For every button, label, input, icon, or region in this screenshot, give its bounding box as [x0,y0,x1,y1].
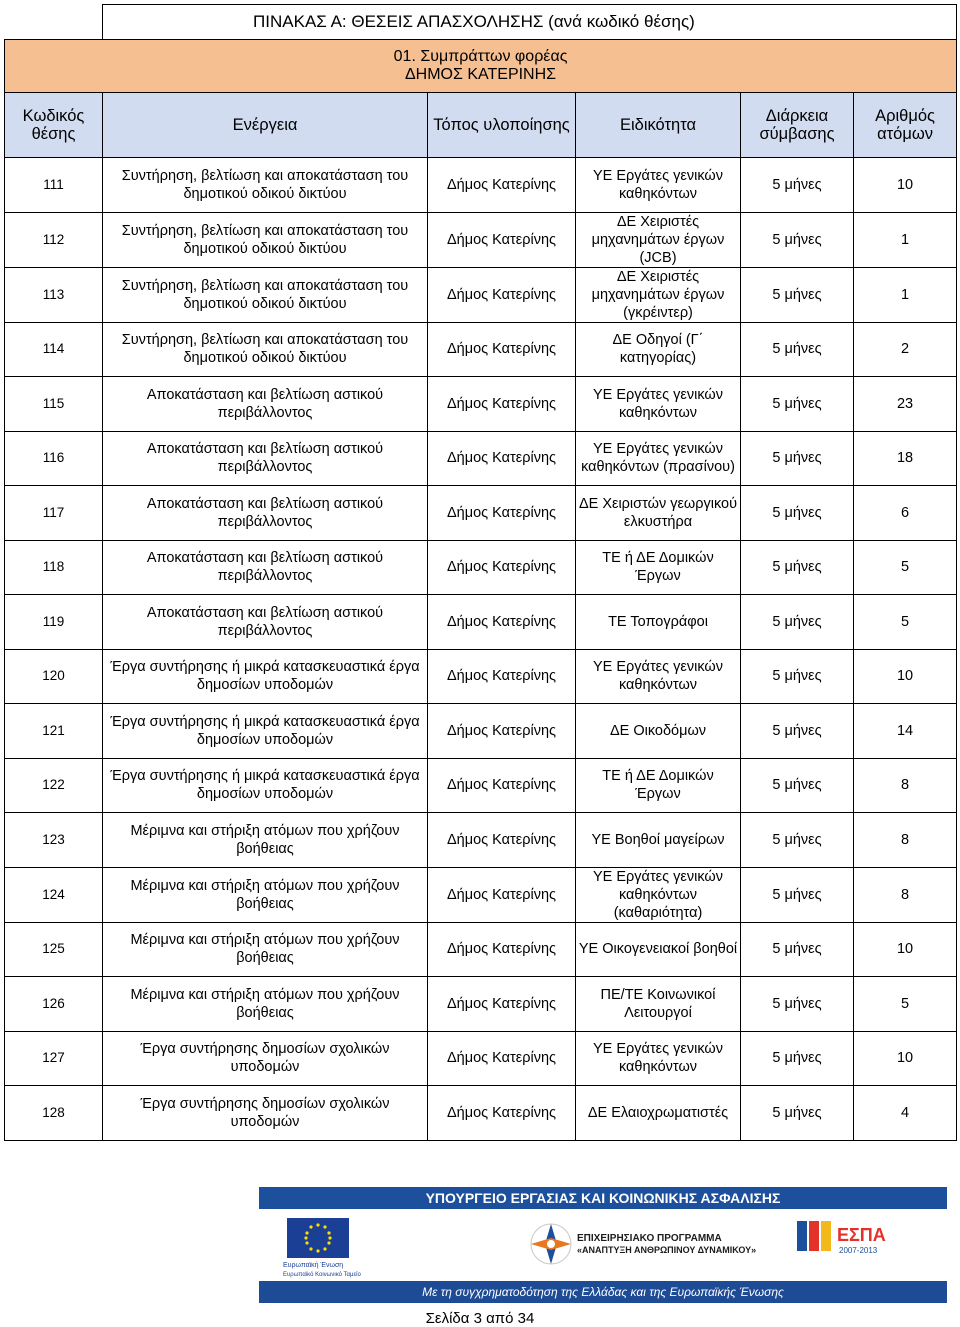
cell-place: Δήμος Κατερίνης [428,813,576,868]
table-row [5,212,957,267]
table-row [5,977,957,1032]
header-code: Κωδικός θέσης [5,93,103,158]
cell-duration: 5 μήνες [741,322,854,377]
table-row [5,867,957,922]
cell-place: Δήμος Κατερίνης [428,704,576,759]
cell-activity: Έργα συντήρησης δημοσίων σχολικών υποδομών [103,1086,428,1141]
cell-count: 5 [854,540,957,595]
table-row [5,540,957,595]
cell-count: 8 [854,758,957,813]
cell-activity: Μέριμνα και στήριξη ατόμων που χρήζουν βοήθειας [103,977,428,1032]
cell-activity: Συντήρηση, βελτίωση και αποκατάσταση του δημοτικού οδικού δικτύου [103,267,428,322]
cell-activity: Αποκατάσταση και βελτίωση αστικού περιβάλλοντος [103,540,428,595]
cell-count: 8 [854,813,957,868]
cell-count: 10 [854,1031,957,1086]
footer-logo-svg [259,1187,947,1303]
cofund-text: Με τη συγχρηματοδότηση της Ελλάδας και της Ευρωπαϊκής Ένωσης [422,1285,784,1299]
table-row [5,486,957,541]
cell-count: 5 [854,595,957,650]
ministry-title: ΥΠΟΥΡΓΕΙΟ ΕΡΓΑΣΙΑΣ ΚΑΙ ΚΟΙΝΩΝΙΚΗΣ ΑΣΦΑΛΙΣΗΣ [425,1190,781,1206]
cell-place: Δήμος Κατερίνης [428,595,576,650]
compass-emblem-icon [531,1224,571,1264]
cell-count: 10 [854,158,957,213]
cell-specialty: ΥΕ Εργάτες γενικών καθηκόντων [576,649,741,704]
cell-place: Δήμος Κατερίνης [428,977,576,1032]
cell-duration: 5 μήνες [741,867,854,922]
cell-duration: 5 μήνες [741,1031,854,1086]
cell-specialty: ΔΕ Χειριστών γεωργικού ελκυστήρα [576,486,741,541]
cell-count: 5 [854,977,957,1032]
column-header-row [5,93,957,158]
cell-specialty: ΤΕ Τοπογράφοι [576,595,741,650]
cell-activity: Έργα συντήρησης ή μικρά κατασκευαστικά έργα δημοσίων υποδομών [103,649,428,704]
cell-duration: 5 μήνες [741,212,854,267]
cell-code: 116 [5,431,103,486]
cell-count: 1 [854,212,957,267]
cell-duration: 5 μήνες [741,704,854,759]
espa-years: 2007-2013 [839,1246,878,1255]
cell-place: Δήμος Κατερίνης [428,1086,576,1141]
cell-code: 111 [5,158,103,213]
header-place: Τόπος υλοποίησης [428,93,576,158]
cell-duration: 5 μήνες [741,158,854,213]
cell-code: 127 [5,1031,103,1086]
cell-duration: 5 μήνες [741,267,854,322]
table-row [5,704,957,759]
table-row [5,813,957,868]
table-row [5,595,957,650]
cell-place: Δήμος Κατερίνης [428,758,576,813]
cell-specialty: ΤΕ ή ΔΕ Δομικών Έργων [576,540,741,595]
cell-activity: Αποκατάσταση και βελτίωση αστικού περιβάλλοντος [103,595,428,650]
table-title-row [5,5,957,40]
page-number: Σελίδα 3 από 34 [425,1310,535,1327]
table-row [5,649,957,704]
espa-label: ΕΣΠΑ [837,1225,886,1245]
cell-code: 128 [5,1086,103,1141]
cell-activity: Έργα συντήρησης ή μικρά κατασκευαστικά έργα δημοσίων υποδομών [103,704,428,759]
cell-duration: 5 μήνες [741,813,854,868]
org-row [5,40,957,93]
cell-activity: Αποκατάσταση και βελτίωση αστικού περιβάλλοντος [103,431,428,486]
cell-activity: Έργα συντήρησης δημοσίων σχολικών υποδομών [103,1031,428,1086]
table-row [5,431,957,486]
header-activity: Ενέργεια [103,93,428,158]
table-row [5,1031,957,1086]
espa-logo-icon [797,1221,831,1251]
cell-code: 119 [5,595,103,650]
org-header [5,40,957,93]
cell-place: Δήμος Κατερίνης [428,922,576,977]
footer-logo-band [259,1187,947,1303]
cell-specialty: ΠΕ/ΤΕ Κοινωνικοί Λειτουργοί [576,977,741,1032]
cell-count: 10 [854,922,957,977]
table-body [5,158,957,1141]
table-row [5,758,957,813]
cell-code: 113 [5,267,103,322]
cell-specialty: ΔΕ Χειριστές μηχανημάτων έργων (JCB) [576,212,741,267]
cell-place: Δήμος Κατερίνης [428,867,576,922]
eu-label: Ευρωπαϊκή Ένωση [283,1262,344,1269]
cell-activity: Μέριμνα και στήριξη ατόμων που χρήζουν βοήθειας [103,867,428,922]
org-line-1: 01. Συμπράττων φορέας [393,48,568,65]
cell-place: Δήμος Κατερίνης [428,431,576,486]
cell-place: Δήμος Κατερίνης [428,212,576,267]
cell-place: Δήμος Κατερίνης [428,322,576,377]
cell-code: 117 [5,486,103,541]
cell-place: Δήμος Κατερίνης [428,1031,576,1086]
cell-duration: 5 μήνες [741,486,854,541]
cell-duration: 5 μήνες [741,649,854,704]
cell-count: 18 [854,431,957,486]
table-row [5,1086,957,1141]
cell-count: 1 [854,267,957,322]
cell-specialty: ΥΕ Οικογενειακοί βοηθοί [576,922,741,977]
header-count: Αριθμός ατόμων [854,93,957,158]
cell-duration: 5 μήνες [741,977,854,1032]
cell-code: 124 [5,867,103,922]
cell-activity: Συντήρηση, βελτίωση και αποκατάσταση του δημοτικού οδικού δικτύου [103,212,428,267]
cell-activity: Αποκατάσταση και βελτίωση αστικού περιβάλλοντος [103,486,428,541]
cell-code: 114 [5,322,103,377]
cell-specialty: ΥΕ Εργάτες γενικών καθηκόντων (πρασίνου) [576,431,741,486]
cell-specialty: ΔΕ Οδηγοί (Γ΄ κατηγορίας) [576,322,741,377]
cell-specialty: ΥΕ Εργάτες γενικών καθηκόντων (καθαριότητα) [576,867,741,922]
cell-activity: Μέριμνα και στήριξη ατόμων που χρήζουν βοήθειας [103,813,428,868]
cell-place: Δήμος Κατερίνης [428,158,576,213]
cell-activity: Συντήρηση, βελτίωση και αποκατάσταση του δημοτικού οδικού δικτύου [103,158,428,213]
cell-duration: 5 μήνες [741,1086,854,1141]
cell-code: 115 [5,377,103,432]
header-duration: Διάρκεια σύμβασης [741,93,854,158]
cell-code: 112 [5,212,103,267]
table-title: ΠΙΝΑΚΑΣ Α: ΘΕΣΕΙΣ ΑΠΑΣΧΟΛΗΣΗΣ (ανά κωδικό θέσης) [103,5,957,40]
cell-count: 2 [854,322,957,377]
cell-code: 118 [5,540,103,595]
cell-specialty: ΔΕ Οικοδόμων [576,704,741,759]
cell-specialty: ΔΕ Χειριστές μηχανημάτων έργων (γκρέιντερ) [576,267,741,322]
eu-fund-label: Ευρωπαϊκό Κοινωνικό Ταμείο [283,1272,361,1278]
cell-count: 10 [854,649,957,704]
table-row [5,922,957,977]
cell-place: Δήμος Κατερίνης [428,377,576,432]
cell-code: 122 [5,758,103,813]
table-row [5,377,957,432]
cell-activity: Αποκατάσταση και βελτίωση αστικού περιβάλλοντος [103,377,428,432]
cell-activity: Μέριμνα και στήριξη ατόμων που χρήζουν βοήθειας [103,922,428,977]
cell-specialty: ΥΕ Εργάτες γενικών καθηκόντων [576,1031,741,1086]
cell-specialty: ΔΕ Ελαιοχρωματιστές [576,1086,741,1141]
program-line-1: ΕΠΙΧΕΙΡΗΣΙΑΚΟ ΠΡΟΓΡΑΜΜΑ [577,1233,722,1244]
cell-duration: 5 μήνες [741,595,854,650]
cell-activity: Έργα συντήρησης ή μικρά κατασκευαστικά έργα δημοσίων υποδομών [103,758,428,813]
table-row [5,267,957,322]
cell-count: 23 [854,377,957,432]
cell-duration: 5 μήνες [741,431,854,486]
cell-place: Δήμος Κατερίνης [428,540,576,595]
cell-place: Δήμος Κατερίνης [428,267,576,322]
org-line-2: ΔΗΜΟΣ ΚΑΤΕΡΙΝΗΣ [404,66,557,83]
cell-duration: 5 μήνες [741,758,854,813]
cell-code: 125 [5,922,103,977]
cell-place: Δήμος Κατερίνης [428,649,576,704]
cell-code: 126 [5,977,103,1032]
table-row [5,158,957,213]
cell-specialty: ΥΕ Εργάτες γενικών καθηκόντων [576,377,741,432]
cell-duration: 5 μήνες [741,540,854,595]
program-line-2: «ΑΝΑΠΤΥΞΗ ΑΝΘΡΩΠΙΝΟΥ ΔΥΝΑΜΙΚΟΥ» [577,1245,757,1255]
cell-code: 120 [5,649,103,704]
cell-count: 4 [854,1086,957,1141]
cell-count: 6 [854,486,957,541]
cell-duration: 5 μήνες [741,922,854,977]
cell-specialty: ΤΕ ή ΔΕ Δομικών Έργων [576,758,741,813]
cell-specialty: ΥΕ Εργάτες γενικών καθηκόντων [576,158,741,213]
cell-duration: 5 μήνες [741,377,854,432]
cell-code: 121 [5,704,103,759]
cell-place: Δήμος Κατερίνης [428,486,576,541]
cell-count: 14 [854,704,957,759]
cell-count: 8 [854,867,957,922]
positions-table [4,4,957,1141]
cell-specialty: ΥΕ Βοηθοί μαγείρων [576,813,741,868]
cell-code: 123 [5,813,103,868]
header-specialty: Ειδικότητα [576,93,741,158]
table-row [5,322,957,377]
cell-activity: Συντήρηση, βελτίωση και αποκατάσταση του δημοτικού οδικού δικτύου [103,322,428,377]
